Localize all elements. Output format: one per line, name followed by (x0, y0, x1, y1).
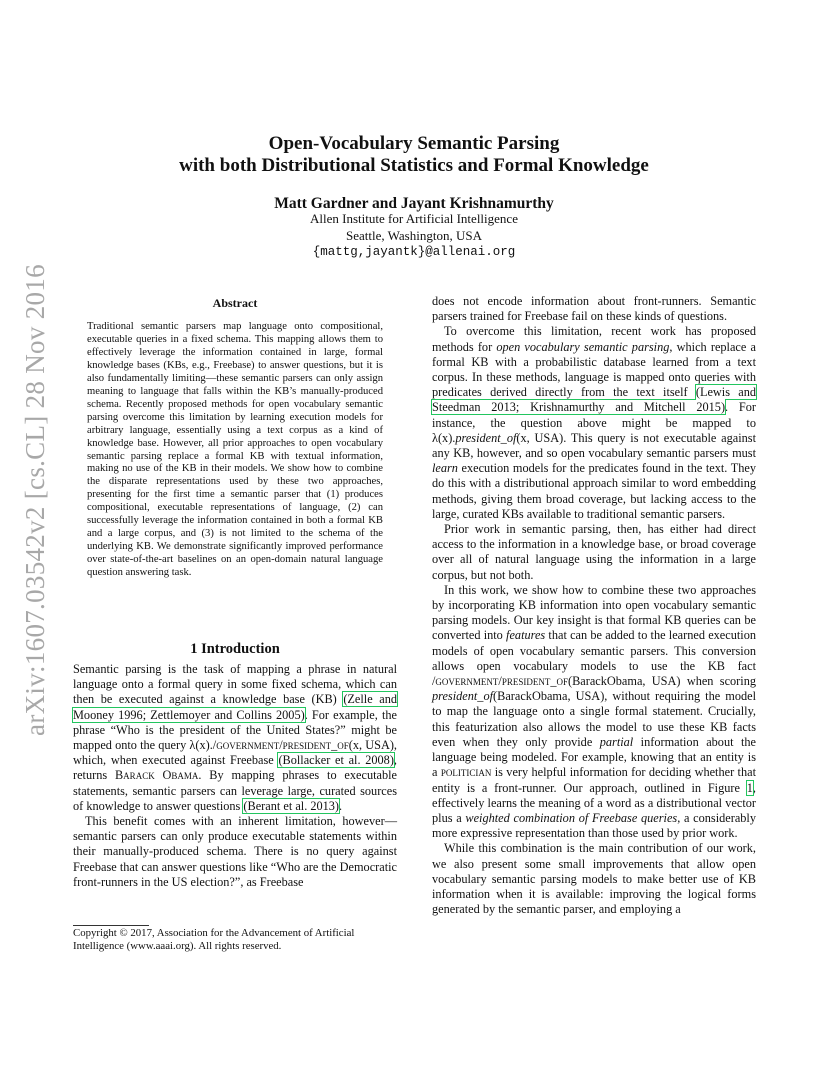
text-run: . For example, the phrase “Who is the president of the United States?” might be mapped onto the query λ(x). (73, 707, 397, 753)
abstract-text: Traditional semantic parsers map language onto compositional, executable queries in a fixed schema. This mapping allows them to effectively leverage the information contained in large, formal knowledge bases (KBs, e.g., Freebase) to answer questions, but it is also fundamentally limiting—these semantic parsers can only assign meaning to language that falls within the KB’s manually-produced schema. Recently proposed methods for open vocabulary semantic parsing overcome this limitation by learning execution models for arbitrary language, essentially using a text corpus as a kind of knowledge base. However, all prior approaches to open vocabulary semantic parsing replace a formal KB with textual information, making no use of the KB in their models. We show how to combine the disparate representations used by these two approaches, presenting for the first time a semantic parser that (1) produces compositional, executable representations of language, (2) can successfully leverage the information contained in both a formal KB and a large corpus, and (3) is not limited to the schema of the underlying KB. We demonstrate significantly improved performance over state-of-the-art baselines on an open-domain natural language question answering task. (87, 321, 383, 579)
right-column-body (432, 294, 756, 917)
right-paragraph-2 (432, 324, 756, 522)
emphasis: features (506, 628, 546, 643)
text-run: . By mapping phrases to executable statements, semantic parsers can leverage large, curated sources of knowledge to answer questions (73, 768, 397, 813)
text-run: , returns (73, 753, 397, 783)
text-run: To overcome this limitation, recent work has proposed methods for (432, 324, 756, 354)
email: {mattg,jayantk}@allenai.org (312, 245, 516, 259)
text-run: (x, USA), which, when executed against Freebase (73, 738, 397, 768)
emphasis: open vocabulary semantic parsing (496, 339, 670, 354)
text-run: (BarackObama, USA) when scoring (567, 674, 756, 689)
entity-name: Barack Obama (114, 768, 199, 783)
citation-link[interactable]: (Bollacker et al. 2008) (278, 753, 394, 768)
emphasis: partial (599, 734, 634, 749)
affiliation: Allen Institute for Artificial Intelligence (310, 211, 518, 226)
text-run: information about the language being modeled. For example, knowing that an entity is a (432, 734, 756, 780)
text-run: is very helpful information for deciding whether that entity is a front-runner. Our approach, outlined in Figure (432, 765, 756, 795)
text-run: , effectively learns the meaning of a word as a distributional vector plus a (432, 780, 756, 825)
author-affiliation-block (100, 211, 728, 261)
right-paragraph-1: does not encode information about front-runners. Semantic parsers trained for Freebase fail on these kinds of questions. (432, 294, 756, 324)
emphasis: learn (432, 461, 458, 476)
text-run: that can be added to the learned execution models of open vocabulary semantic parsers. This conversion allows open vocabulary models to use the KB fact (432, 628, 756, 673)
citation-link[interactable]: (Zelle and Mooney 1996; Zettlemoyer and Collins 2005) (73, 692, 397, 722)
emphasis: president_of (432, 689, 494, 704)
entity-type: politician (440, 765, 492, 780)
arxiv-identifier-sidebar: arXiv:1607.03542v2 [cs.CL] 28 Nov 2016 (20, 264, 50, 736)
left-column-body (73, 662, 397, 890)
text-run: (BarackObama, USA), without requiring the model to map the language onto a single formal statement. Crucially, this featurization also allows the model to use these KB facts even when they only provide (432, 689, 756, 749)
emphasis: president_of (455, 430, 517, 445)
citation-link[interactable]: (Lewis and Steedman 2013; Krishnamurthy and Mitchell 2015) (432, 385, 756, 415)
copyright-footnote: Copyright © 2017, Association for the Advancement of Artificial Intelligence (www.aaai.org). All rights reserved. (73, 927, 355, 952)
text-run: . (339, 798, 343, 813)
footnote-rule (73, 925, 149, 926)
author-names: Matt Gardner and Jayant Krishnamurthy (274, 195, 554, 212)
text-run: Semantic parsing is the task of mapping a phrase in natural language onto a formal query in some fixed schema, which can then be executed against a knowledge base (KB) (73, 662, 397, 707)
location: Seattle, Washington, USA (346, 227, 482, 243)
freebase-relation: /government/president_of (212, 738, 349, 753)
abstract-heading: Abstract (212, 296, 258, 310)
right-paragraph-5: While this combination is the main contribution of our work, we also present some small improvements that allow open vocabulary semantic parsing models to make better use of KB information when it is available: improving the logical forms generated by the semantic parser, and employing a (432, 841, 756, 917)
title-line-2: with both Distributional Statistics and Formal Knowledge (179, 155, 649, 176)
emphasis: weighted combination of Freebase queries (465, 810, 678, 825)
text-run: , a considerably more expressive representation than those used by prior work. (432, 810, 756, 841)
freebase-relation: /government/president_of (432, 674, 568, 689)
right-paragraph-4 (432, 583, 756, 841)
intro-paragraph-1 (73, 662, 397, 814)
section-heading-introduction: 1 Introduction (190, 641, 280, 657)
title-line-1: Open-Vocabulary Semantic Parsing (268, 133, 560, 154)
text-run: In this work, we show how to combine these two approaches by incorporating KB information into open vocabulary semantic parsing models. Our key insight is that formal KB queries can be converted into (432, 582, 756, 643)
text-run: . For instance, the question above might be mapped to λ(x). (432, 400, 756, 445)
text-run: execution models for the predicates found in the text. They do this with a distributional approach similar to word embedding methods, giving them broad coverage, but lacking access to the large, curated KBs available to traditional semantic parsers. (432, 461, 756, 521)
text-run: , which replace a formal KB with a probabilistic database learned from a text corpus. In these methods, language is mapped onto queries with predicates derived directly from the text itself (432, 339, 756, 400)
right-paragraph-3: Prior work in semantic parsing, then, has either had direct access to the information in a knowledge base, or broad coverage over all of natural language using the information in a large corpus, but not both. (432, 522, 756, 582)
intro-paragraph-2: This benefit comes with an inherent limitation, however—semantic parsers can only produce executable statements within their manually-produced schema. There is no query against Freebase that can answer questions like “Who are the Democratic front-runners in the US election?”, as Freebase (73, 814, 397, 889)
citation-link[interactable]: (Berant et al. 2013) (243, 798, 340, 813)
paper-title (100, 133, 728, 177)
figure-reference-link[interactable]: 1 (746, 780, 753, 795)
text-run: (x, USA). This query is not executable against any KB, however, and so open vocabulary semantic parsers must (432, 430, 756, 461)
